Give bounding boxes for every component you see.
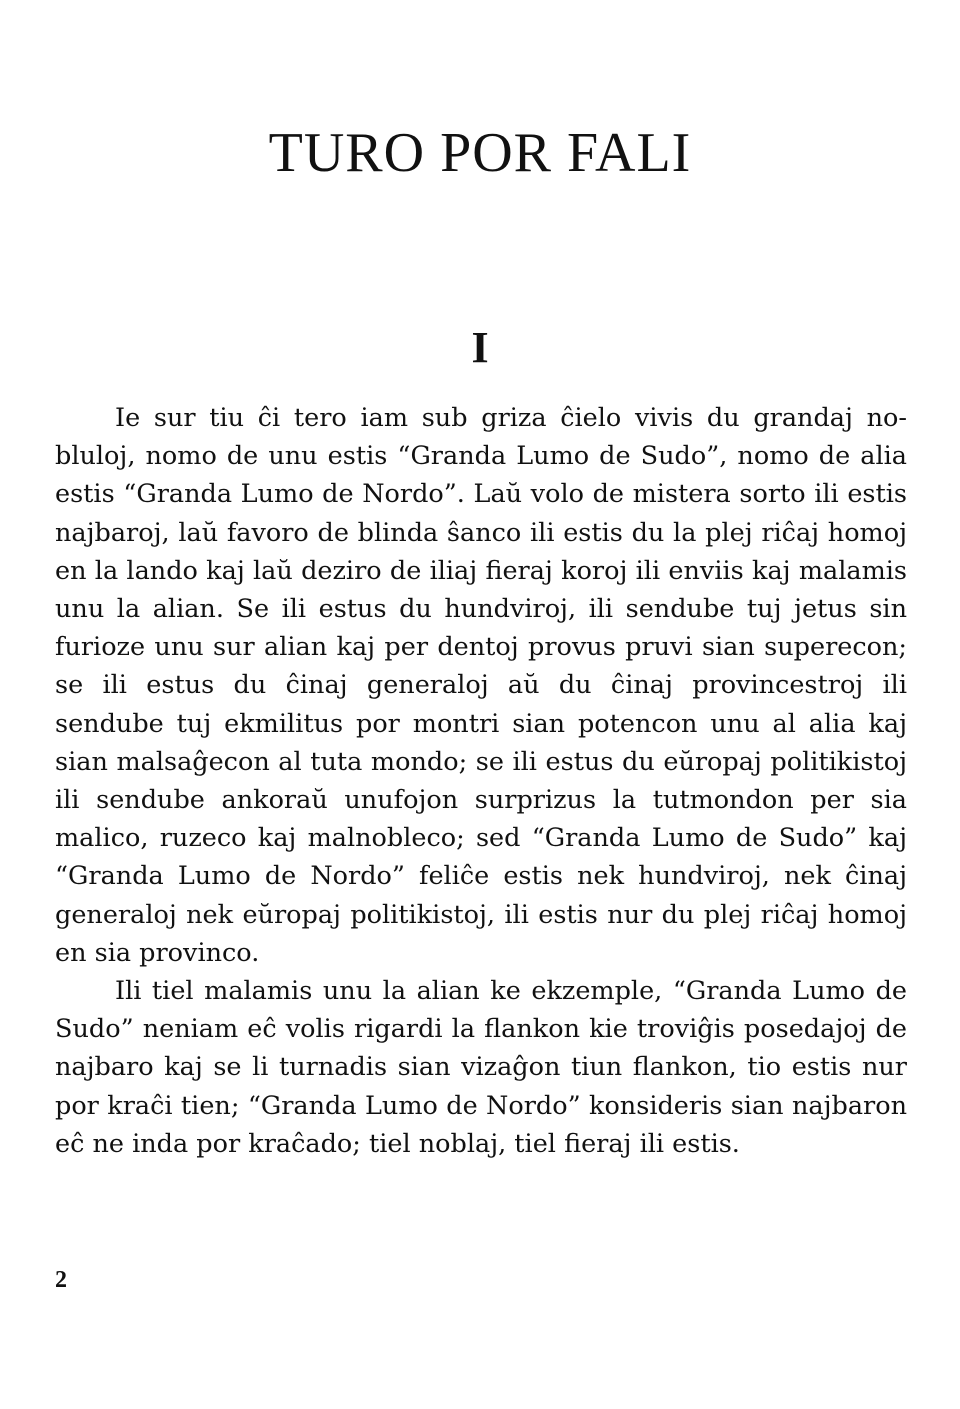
page-number: 2 — [55, 1267, 67, 1293]
story-title: TURO POR FALI — [268, 122, 692, 184]
paragraph-2: Ili tiel malamis unu la alian ke ekzemple, “Granda Lumo de Sudo” neniam eĉ volis rigardi la flankon kie troviĝis posedajoj de najbaro kaj se li turnadis sian vizaĝon tiun flankon, tio estis nur por kraĉi tien; “Granda Lumo de Nordo” konsideris sian najbaron eĉ ne inda por kraĉado; tiel noblaj, tiel fieraj ili estis. — [55, 976, 907, 1159]
paragraph-1: Ie sur tiu ĉi tero iam sub griza ĉielo vivis du grandaj nobluloj, nomo de unu estis “Granda Lumo de Sudo”, nomo de alia estis “Granda Lumo de Nordo”. Laŭ volo de mistera sorto ili estis najbaroj, laŭ favoro de blinda ŝanco ili estis du la plej riĉaj homoj en la lando kaj laŭ deziro de iliaj fieraj koroj ili enviis kaj malamis unu la alian. Se ili estus du hundviroj, ili sendube tuj jetus sin furioze unu sur alian kaj per dentoj provus pruvi sian superecon; se ili estus du ĉinaj generaloj aŭ du ĉinaj provincestroj ili sendube tuj ekmilitus por montri sian potencon unu al alia kaj sian malsaĝecon al tuta mondo; se ili estus du eŭropaj politikistoj ili sendube ankoraŭ unufojon surprizus la tutmondon per sia malico, ruzeco kaj malnobleco; sed “Granda Lumo de Sudo” kaj “Granda Lumo de Nordo” feliĉe estis nek hundviroj, nek ĉinaj generaloj nek eŭropaj politikistoj, ili estis nur du plej riĉaj homoj en sia provinco. — [55, 403, 907, 968]
body-text — [55, 399, 907, 1163]
chapter-number: I — [471, 323, 489, 372]
